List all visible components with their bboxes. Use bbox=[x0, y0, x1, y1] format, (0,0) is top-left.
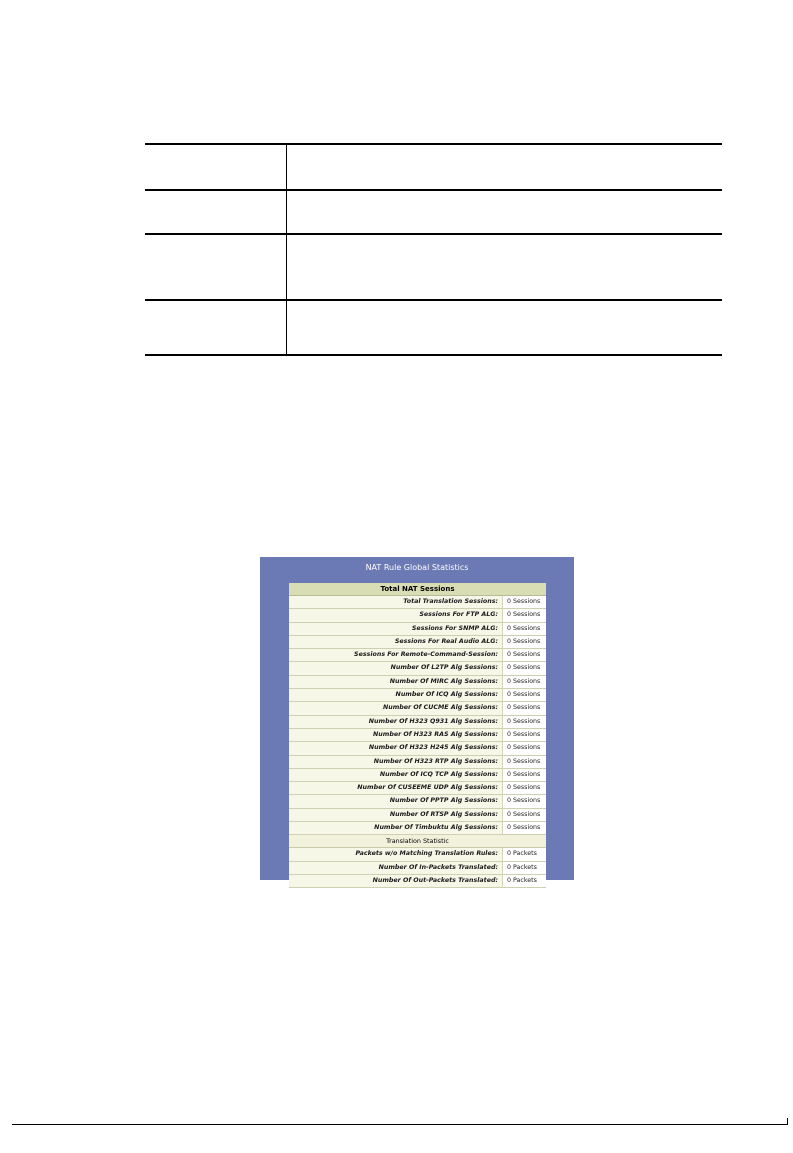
stat-label: Packets w/o Matching Translation Rules: bbox=[289, 848, 503, 860]
stat-row bbox=[289, 609, 546, 622]
stat-row bbox=[289, 742, 546, 755]
nat-session-rows bbox=[289, 596, 546, 835]
stat-row bbox=[289, 756, 546, 769]
manual-table-row bbox=[145, 235, 722, 301]
stat-label: Number Of H323 RAS Alg Sessions: bbox=[289, 729, 503, 741]
nat-sessions-header: Total NAT Sessions bbox=[289, 583, 546, 596]
stat-value: 0 Sessions bbox=[505, 756, 546, 768]
manual-table-row bbox=[145, 143, 722, 191]
manual-table bbox=[145, 143, 722, 356]
stat-value: 0 Sessions bbox=[505, 649, 546, 661]
stat-row bbox=[289, 862, 546, 875]
stat-row bbox=[289, 729, 546, 742]
manual-table-cell bbox=[287, 145, 722, 189]
stat-row bbox=[289, 875, 546, 888]
manual-table-row bbox=[145, 189, 722, 235]
stat-value: 0 Sessions bbox=[505, 623, 546, 635]
stat-label: Number Of ICQ TCP Alg Sessions: bbox=[289, 769, 503, 781]
stat-value: 0 Sessions bbox=[505, 742, 546, 754]
stat-value: 0 Sessions bbox=[505, 822, 546, 834]
stat-row bbox=[289, 848, 546, 861]
stat-value: 0 Sessions bbox=[505, 782, 546, 794]
nat-statistics-table bbox=[289, 583, 546, 888]
stat-value: 0 Sessions bbox=[505, 609, 546, 621]
stat-label: Number Of Timbuktu Alg Sessions: bbox=[289, 822, 503, 834]
manual-table-cell bbox=[287, 235, 722, 299]
stat-label: Number Of CUSEEME UDP Alg Sessions: bbox=[289, 782, 503, 794]
manual-table-cell bbox=[287, 301, 722, 354]
translation-section-header: Translation Statistic bbox=[289, 835, 546, 848]
stat-value: 0 Sessions bbox=[505, 769, 546, 781]
stat-label: Number Of MIRC Alg Sessions: bbox=[289, 676, 503, 688]
nat-statistics-panel bbox=[260, 557, 574, 884]
stat-row bbox=[289, 596, 546, 609]
stat-value: 0 Sessions bbox=[505, 636, 546, 648]
stat-value: 0 Sessions bbox=[505, 716, 546, 728]
stat-value: 0 Packets bbox=[505, 875, 546, 887]
stat-label: Total Translation Sessions: bbox=[289, 596, 503, 608]
stat-label: Sessions For Remote-Command-Session: bbox=[289, 649, 503, 661]
stat-label: Number Of ICQ Alg Sessions: bbox=[289, 689, 503, 701]
stat-label: Number Of H323 RTP Alg Sessions: bbox=[289, 756, 503, 768]
stat-value: 0 Sessions bbox=[505, 689, 546, 701]
stat-row bbox=[289, 782, 546, 795]
stat-label: Number Of Out-Packets Translated: bbox=[289, 875, 503, 887]
stat-value: 0 Sessions bbox=[505, 702, 546, 714]
stat-label: Sessions For Real Audio ALG: bbox=[289, 636, 503, 648]
stat-value: 0 Sessions bbox=[505, 662, 546, 674]
manual-table-cell bbox=[287, 189, 722, 233]
stat-row bbox=[289, 795, 546, 808]
page-footer-rule bbox=[12, 1124, 787, 1125]
manual-table-cell bbox=[145, 189, 286, 233]
stat-value: 0 Sessions bbox=[505, 596, 546, 608]
stat-row bbox=[289, 809, 546, 822]
stat-value: 0 Sessions bbox=[505, 795, 546, 807]
stat-label: Number Of CUCME Alg Sessions: bbox=[289, 702, 503, 714]
stat-value: 0 Sessions bbox=[505, 729, 546, 741]
stat-row bbox=[289, 689, 546, 702]
stat-value: 0 Packets bbox=[505, 862, 546, 874]
manual-table-cell bbox=[145, 301, 286, 354]
stat-row bbox=[289, 702, 546, 715]
manual-table-row bbox=[145, 301, 722, 356]
stat-value: 0 Packets bbox=[505, 848, 546, 860]
stat-row bbox=[289, 769, 546, 782]
stat-row bbox=[289, 822, 546, 835]
manual-table-cell bbox=[145, 235, 286, 299]
stat-row bbox=[289, 662, 546, 675]
stat-row bbox=[289, 623, 546, 636]
stat-row bbox=[289, 676, 546, 689]
stat-label: Sessions For SNMP ALG: bbox=[289, 623, 503, 635]
stat-value: 0 Sessions bbox=[505, 676, 546, 688]
nat-statistics-title: NAT Rule Global Statistics bbox=[365, 563, 469, 572]
nat-translation-rows bbox=[289, 848, 546, 888]
stat-row bbox=[289, 649, 546, 662]
manual-table-cell bbox=[145, 145, 286, 189]
stat-value: 0 Sessions bbox=[505, 809, 546, 821]
stat-label: Number Of In-Packets Translated: bbox=[289, 862, 503, 874]
stat-label: Number Of H323 H245 Alg Sessions: bbox=[289, 742, 503, 754]
stat-row bbox=[289, 716, 546, 729]
page-footer-tick bbox=[787, 1118, 788, 1125]
stat-label: Number Of PPTP Alg Sessions: bbox=[289, 795, 503, 807]
stat-label: Sessions For FTP ALG: bbox=[289, 609, 503, 621]
stat-label: Number Of H323 Q931 Alg Sessions: bbox=[289, 716, 503, 728]
stat-label: Number Of RTSP Alg Sessions: bbox=[289, 809, 503, 821]
stat-label: Number Of L2TP Alg Sessions: bbox=[289, 662, 503, 674]
manual-table-divider bbox=[286, 143, 287, 356]
stat-row bbox=[289, 636, 546, 649]
